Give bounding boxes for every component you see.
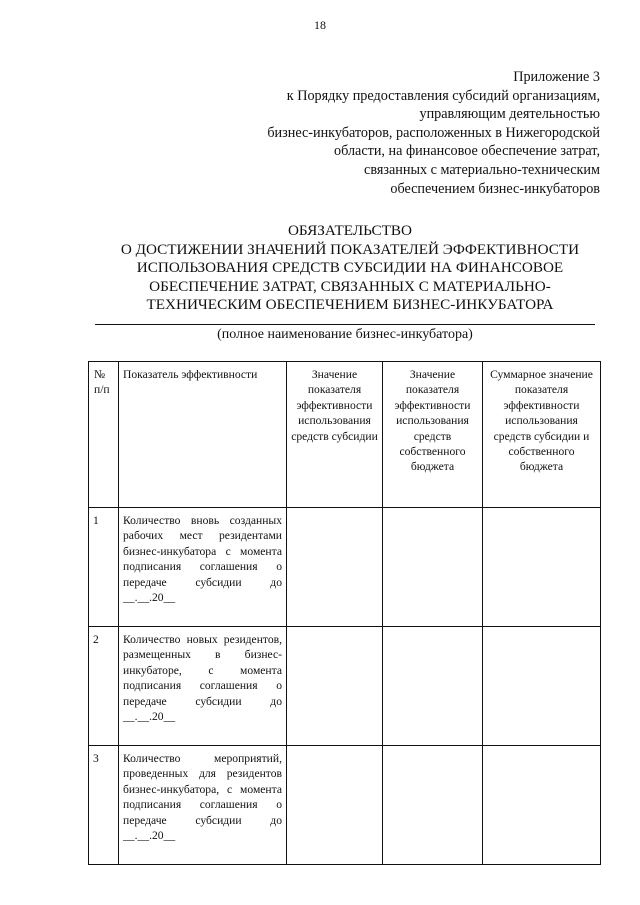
- header-total-value: Суммарное значение показателя эффективности использования средств субсидии и собственного бюджета: [483, 362, 601, 508]
- total-value-cell[interactable]: [483, 627, 601, 746]
- appendix-heading: [180, 68, 600, 198]
- header-indicator: Показатель эффективности: [119, 362, 287, 508]
- document-title: [60, 222, 640, 315]
- header-subsidy-value: Значение показателя эффективности использования средств субсидии: [287, 362, 383, 508]
- row-number: 2: [89, 627, 119, 746]
- appendix-line: управляющим деятельностью: [419, 106, 600, 123]
- page-number: 18: [314, 18, 326, 32]
- row-number: 1: [89, 508, 119, 627]
- table-row: [89, 746, 601, 865]
- appendix-line: бизнес-инкубаторов, расположенных в Нижегородской: [267, 124, 600, 141]
- title-line: ОБЕСПЕЧЕНИЕ ЗАТРАТ, СВЯЗАННЫХ С МАТЕРИАЛЬНО-: [149, 277, 551, 295]
- own-budget-value-cell[interactable]: [383, 746, 483, 865]
- incubator-name-caption: (полное наименование бизнес-инкубатора): [217, 327, 473, 342]
- appendix-line: обеспечением бизнес-инкубаторов: [390, 180, 600, 197]
- total-value-cell[interactable]: [483, 508, 601, 627]
- row-number: 3: [89, 746, 119, 865]
- indicators-table: [88, 361, 601, 865]
- row-indicator: Количество мероприятий, проведенных для резидентов бизнес-инкубатора, с момента подписания соглашения о передаче субсидии до __.__.20__: [119, 746, 287, 865]
- own-budget-value-cell[interactable]: [383, 627, 483, 746]
- row-indicator: Количество вновь созданных рабочих мест резидентами бизнес-инкубатора с момента подписания соглашения о передаче субсидии до __.__.20__: [119, 508, 287, 627]
- title-line: ОБЯЗАТЕЛЬСТВО: [287, 222, 413, 239]
- total-value-cell[interactable]: [483, 746, 601, 865]
- header-own-budget-value: Значение показателя эффективности использования средств собственного бюджета: [383, 362, 483, 508]
- appendix-line: Приложение 3: [513, 69, 600, 85]
- subsidy-value-cell[interactable]: [287, 508, 383, 627]
- incubator-name-line: [95, 324, 595, 325]
- title-line: ИСПОЛЬЗОВАНИЯ СРЕДСТВ СУБСИДИИ НА ФИНАНСОВОЕ: [136, 259, 564, 277]
- appendix-line: связанных с материально-техническим: [364, 161, 600, 178]
- appendix-line: области, на финансовое обеспечение затрат,: [333, 143, 600, 160]
- title-line: ТЕХНИЧЕСКИМ ОБЕСПЕЧЕНИЕМ БИЗНЕС-ИНКУБАТОРА: [146, 296, 554, 314]
- row-indicator: Количество новых резидентов, размещенных в бизнес-инкубаторе, с момента подписания соглашения о передаче субсидии до __.__.20__: [119, 627, 287, 746]
- table-header-row: [89, 362, 601, 508]
- subsidy-value-cell[interactable]: [287, 746, 383, 865]
- title-line: О ДОСТИЖЕНИИ ЗНАЧЕНИЙ ПОКАЗАТЕЛЕЙ ЭФФЕКТИВНОСТИ: [120, 240, 580, 258]
- appendix-line: к Порядку предоставления субсидий организациям,: [286, 87, 600, 104]
- table-row: [89, 508, 601, 627]
- subsidy-value-cell[interactable]: [287, 627, 383, 746]
- own-budget-value-cell[interactable]: [383, 508, 483, 627]
- table-row: [89, 627, 601, 746]
- header-number: № п/п: [89, 362, 119, 508]
